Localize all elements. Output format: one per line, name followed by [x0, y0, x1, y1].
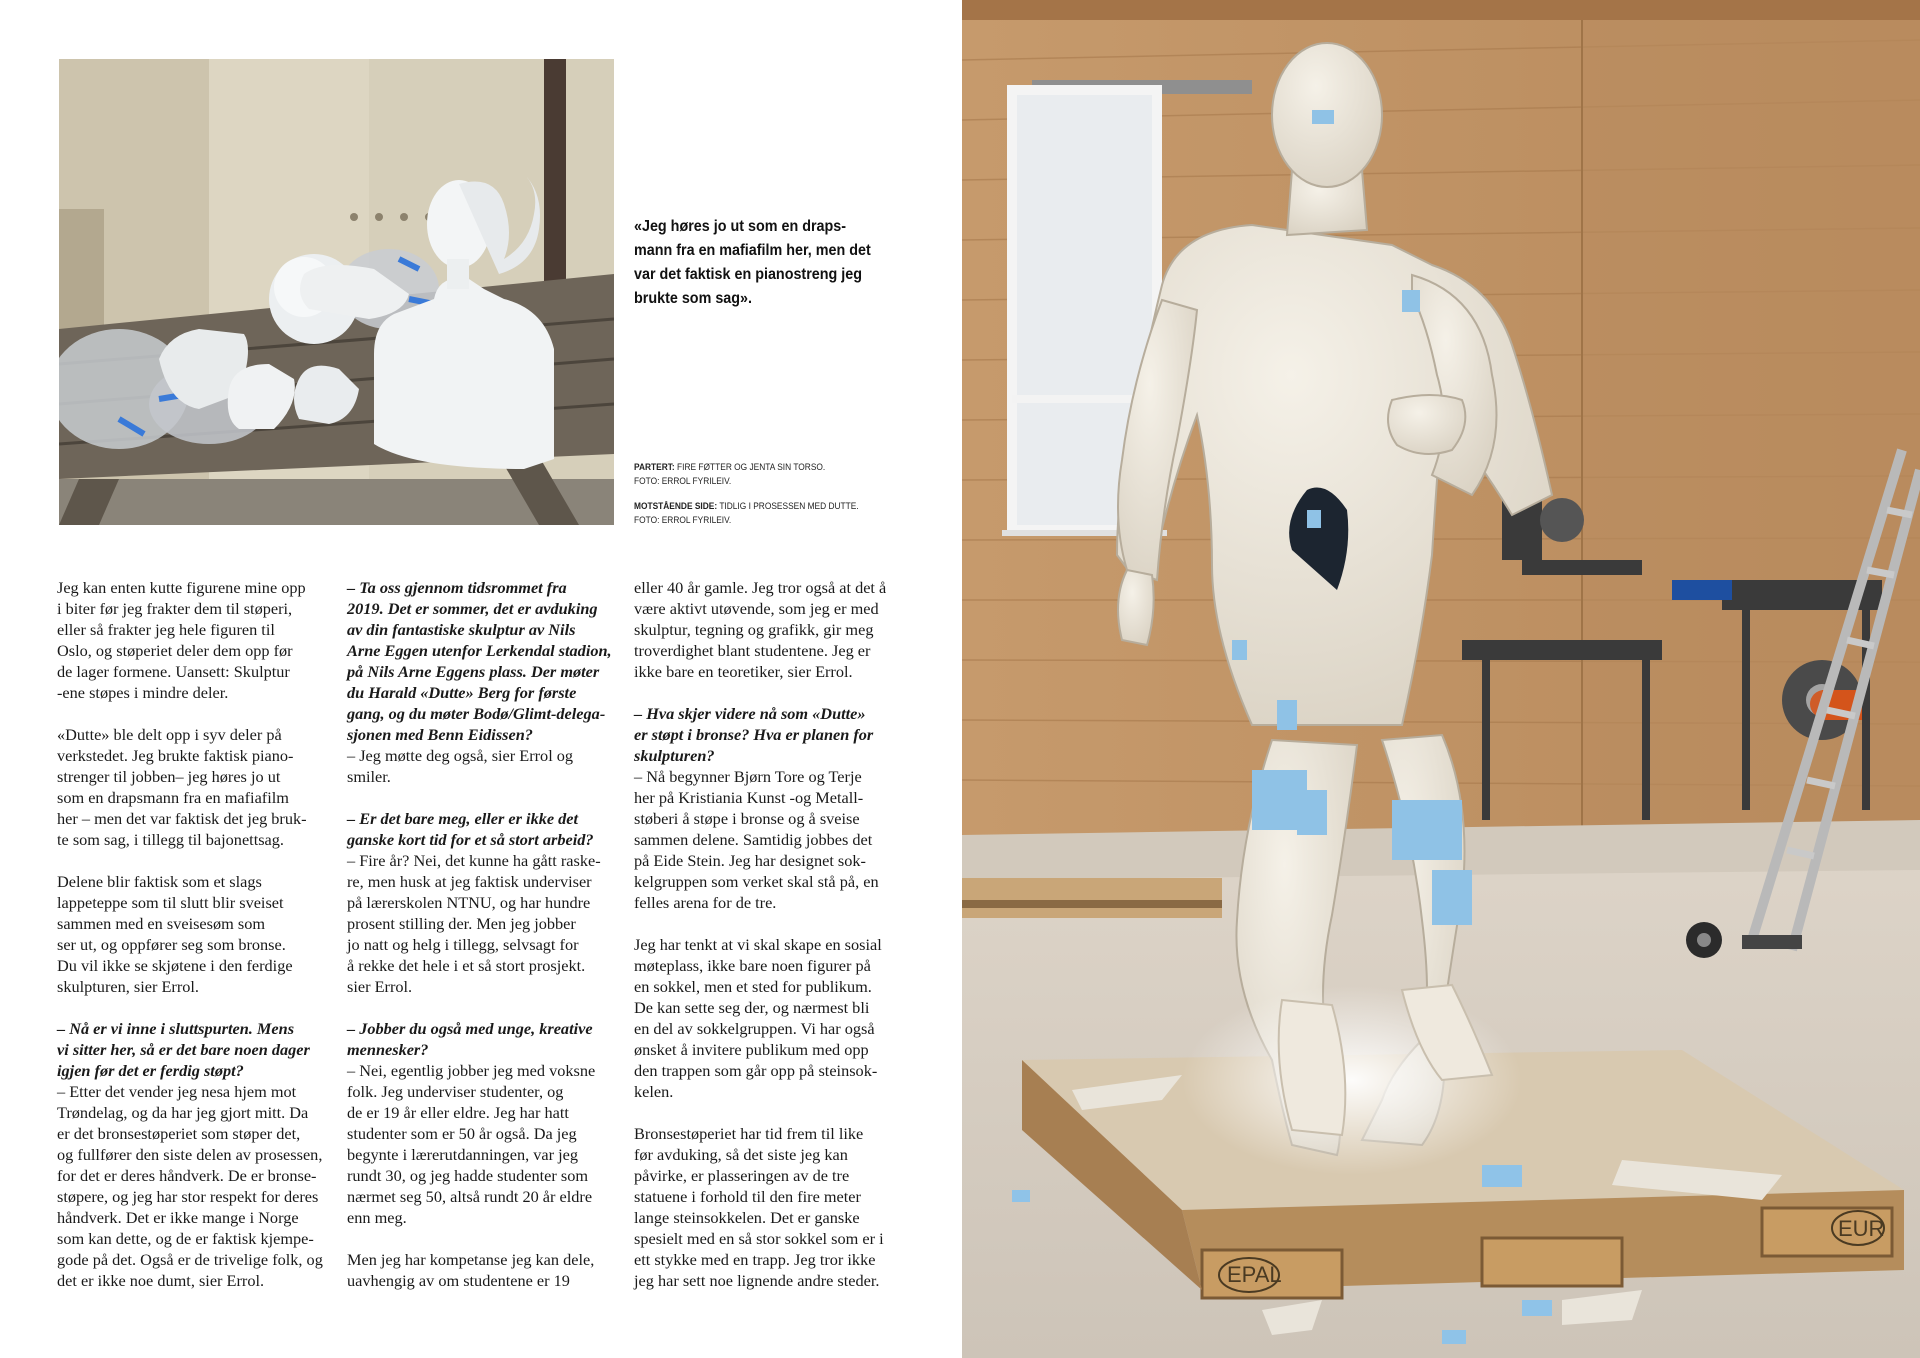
body-text-line: de lager formene. Uansett: Skulptur: [57, 662, 290, 681]
body-text-line: ett stykke med en trapp. Jeg tror ikke: [634, 1250, 876, 1269]
interview-question-line: på Nils Arne Eggens plass. Der møter: [347, 662, 600, 681]
body-text-line: håndverk. Det er ikke mange i Norge: [57, 1208, 299, 1227]
right-page: [962, 0, 1920, 1358]
body-text-line: Jeg kan enten kutte figurene mine opp: [57, 578, 306, 597]
body-text-line: jeg har sett noe lignende andre steder.: [634, 1271, 880, 1290]
body-text-line: er det bronsestøperiet som støper det,: [57, 1124, 301, 1143]
paragraph-gap: [347, 997, 632, 1018]
body-text-line: som en drapsmann fra en mafiafilm: [57, 788, 289, 807]
body-text-line: Delene blir faktisk som et slags: [57, 872, 262, 891]
pull-quote-line: brukte som sag».: [634, 290, 753, 307]
interview-question-line: skulpturen?: [634, 746, 715, 765]
paragraph-gap: [57, 850, 342, 871]
body-text-line: rundt 30, og jeg hadde studenter som: [347, 1166, 589, 1185]
body-text-line: for det er deres håndverk. De er bronse-: [57, 1166, 317, 1185]
body-text-line: enn meg.: [347, 1208, 407, 1227]
body-text-line: ser ut, og oppfører seg som bronse.: [57, 935, 286, 954]
body-text-line: her – men det var faktisk det jeg bruk-: [57, 809, 307, 828]
caption-label: MOTSTÅENDE SIDE:: [634, 501, 718, 512]
body-text-line: prosent stilling der. Men jeg jobber: [347, 914, 576, 933]
body-text-line: jo natt og helg i tillegg, selvsagt for: [347, 935, 579, 954]
interview-question-line: sjonen med Benn Eidissen?: [347, 725, 533, 744]
body-text-line: – Etter det vender jeg nesa hjem mot: [57, 1082, 297, 1101]
body-text-line: gode på det. Også er de trivelige folk, og: [57, 1250, 323, 1269]
body-text-line: i biter før jeg frakter dem til støperi,: [57, 599, 293, 618]
body-text-line: Men jeg har kompetanse jeg kan dele,: [347, 1250, 595, 1269]
body-text-line: møteplass, ikke bare noen figurer på: [634, 956, 871, 975]
interview-question-line: vi sitter her, så er det bare noen dager: [57, 1040, 310, 1059]
body-text-line: – Nei, egentlig jobber jeg med voksne: [347, 1061, 596, 1080]
pull-quote-line: var det faktisk en pianostreng jeg: [634, 266, 863, 283]
interview-question-line: – Nå er vi inne i sluttspurten. Mens: [57, 1019, 295, 1038]
interview-question-line: du Harald «Dutte» Berg for første: [347, 683, 577, 702]
body-text-line: ønsket å invitere publikum med opp: [634, 1040, 869, 1059]
caption-line: [634, 461, 898, 475]
body-text-line: troverdighet blant studentene. Jeg er: [634, 641, 871, 660]
pull-quote-line: mann fra en mafiafilm her, men det: [634, 242, 871, 259]
interview-question-line: Arne Eggen utenfor Lerkendal stadion,: [347, 641, 612, 660]
body-text-line: statuene i forhold til den fire meter: [634, 1187, 861, 1206]
paragraph-gap: [57, 997, 342, 1018]
interview-question-line: mennesker?: [347, 1040, 429, 1059]
body-text-line: støpere, og jeg har stor respekt for deres: [57, 1187, 319, 1206]
body-text-line: sammen delene. Samtidig jobbes det: [634, 830, 873, 849]
body-text-line: Trøndelag, og da har jeg gjort mitt. Da: [57, 1103, 309, 1122]
paragraph-gap: [347, 1228, 632, 1249]
body-text-line: som kan dette, og de er faktisk kjempe-: [57, 1229, 314, 1248]
body-text-line: ikke bare en teoretiker, sier Errol.: [634, 662, 853, 681]
body-text-line: strenger til jobben– jeg høres jo ut: [57, 767, 281, 786]
body-text-line: de er 19 år eller eldre. Jeg har hatt: [347, 1103, 569, 1122]
body-text-line: lappeteppe som til slutt blir sveiset: [57, 893, 284, 912]
body-text-line: på Eide Stein. Jeg har designet sok-: [634, 851, 866, 870]
body-text-line: re, men husk at jeg faktisk underviser: [347, 872, 592, 891]
body-text-line: Jeg har tenkt at vi skal skape en sosial: [634, 935, 882, 954]
interview-question-line: ganske kort tid for et så stort arbeid?: [347, 830, 594, 849]
body-text-line: å rekke det hele i et så stort prosjekt.: [347, 956, 586, 975]
body-text-line: en del av sokkelgruppen. Vi har også: [634, 1019, 875, 1038]
body-text-line: det er ikke noe dumt, sier Errol.: [57, 1271, 265, 1290]
body-text-line: støberi å støpe i bronse og å sveise: [634, 809, 860, 828]
body-text-line: De kan sette seg der, og nærmest bli: [634, 998, 870, 1017]
body-text-line: felles arena for de tre.: [634, 893, 777, 912]
body-text-line: -ene støpes i mindre deler.: [57, 683, 229, 702]
body-text-line: nærmet seg 50, altså rundt 20 år eldre: [347, 1187, 593, 1206]
pallet-mark-epal: EPAL: [1227, 1262, 1282, 1287]
body-text-line: sier Errol.: [347, 977, 413, 996]
body-text-line: spesielt med en så stor sokkel som er i: [634, 1229, 884, 1248]
body-text-line: en sokkel, men et sted for publikum.: [634, 977, 872, 996]
body-text-line: folk. Jeg underviser studenter, og: [347, 1082, 564, 1101]
body-text-line: kelen.: [634, 1082, 674, 1101]
body-text-line: – Fire år? Nei, det kunne ha gått raske-: [347, 851, 601, 870]
caption-text: FIRE FØTTER OG JENTA SIN TORSO.: [674, 462, 826, 473]
body-text-line: te som sag, i tillegg til bajonettsag.: [57, 830, 284, 849]
body-text-line: – Jeg møtte deg også, sier Errol og: [347, 746, 574, 765]
pull-quote: [634, 215, 873, 311]
body-text-line: sammen med en sveisesøm som: [57, 914, 266, 933]
body-text-line: her på Kristiania Kunst -og Metall-: [634, 788, 864, 807]
body-text-line: Bronsestøperiet har tid frem til like: [634, 1124, 864, 1143]
body-text-line: lange steinsokkelen. Det er ganske: [634, 1208, 860, 1227]
caption-line: [634, 500, 898, 514]
body-text-line: smiler.: [347, 767, 391, 786]
photo-sculpture-parts-on-table: [59, 59, 614, 525]
body-text-line: skulpturen, sier Errol.: [57, 977, 199, 996]
photo-caption-parts: [634, 461, 898, 489]
photo-sculpture-dutte-workshop: [962, 0, 1920, 1358]
caption-photo-credit: FOTO: ERROL FYRILEIV.: [634, 476, 732, 487]
interview-question-line: er støpt i bronse? Hva er planen for: [634, 725, 874, 744]
body-text-line: på lærerskolen NTNU, og har hundre: [347, 893, 591, 912]
paragraph-gap: [347, 787, 632, 808]
body-text-line: den trappen som går opp på steinsok-: [634, 1061, 878, 1080]
body-text-line: kelgruppen som verket skal stå på, en: [634, 872, 879, 891]
interview-question-line: igjen før det er ferdig støpt?: [57, 1061, 244, 1080]
body-text-line: og fullfører den siste delen av prosessen,: [57, 1145, 323, 1164]
body-text-line: uavhengig av om studentene er 19: [347, 1271, 570, 1290]
body-text-line: påvirke, er plasseringen av de tre: [634, 1166, 850, 1185]
paragraph-gap: [634, 913, 919, 934]
paragraph-gap: [634, 1102, 919, 1123]
body-text-line: verkstedet. Jeg brukte faktisk piano-: [57, 746, 294, 765]
body-text-line: eller 40 år gamle. Jeg tror også at det å: [634, 578, 887, 597]
body-text-line: være aktivt utøvende, som jeg er med: [634, 599, 879, 618]
pallet-mark-eur: EUR: [1838, 1216, 1885, 1241]
article-column-1: [57, 577, 342, 1291]
body-text-line: skulptur, tegning og grafikk, gir meg: [634, 620, 874, 639]
interview-question-line: gang, og du møter Bodø/Glimt-delega-: [347, 704, 606, 723]
paragraph-gap: [634, 682, 919, 703]
article-column-3: [634, 577, 919, 1291]
body-text-line: før avduking, så det siste jeg kan: [634, 1145, 848, 1164]
article-column-2: [347, 577, 632, 1291]
interview-question-line: – Jobber du også med unge, kreative: [347, 1019, 593, 1038]
interview-question-line: – Er det bare meg, eller er ikke det: [347, 809, 579, 828]
caption-text: TIDLIG I PROSESSEN MED DUTTE.: [717, 501, 859, 512]
interview-question-line: – Ta oss gjennom tidsrommet fra: [347, 578, 567, 597]
body-text-line: eller så frakter jeg hele figuren til: [57, 620, 275, 639]
interview-question-line: – Hva skjer videre nå som «Dutte»: [634, 704, 866, 723]
interview-question-line: av din fantastiske skulptur av Nils: [347, 620, 576, 639]
caption-label: PARTERT:: [634, 462, 675, 473]
body-text-line: studenter som er 50 år også. Da jeg: [347, 1124, 577, 1143]
interview-question-line: 2019. Det er sommer, det er avduking: [347, 599, 598, 618]
caption-photo-credit: FOTO: ERROL FYRILEIV.: [634, 515, 732, 526]
body-text-line: Du vil ikke se skjøtene i den ferdige: [57, 956, 293, 975]
photo-caption-opposite-page: [634, 500, 898, 528]
body-text-line: – Nå begynner Bjørn Tore og Terje: [634, 767, 862, 786]
body-text-line: Oslo, og støperiet deler dem opp før: [57, 641, 293, 660]
body-text-line: begynte i lærerutdanningen, var jeg: [347, 1145, 579, 1164]
body-text-line: «Dutte» ble delt opp i syv deler på: [57, 725, 282, 744]
pull-quote-line: «Jeg høres jo ut som en draps-: [634, 218, 847, 235]
paragraph-gap: [57, 703, 342, 724]
